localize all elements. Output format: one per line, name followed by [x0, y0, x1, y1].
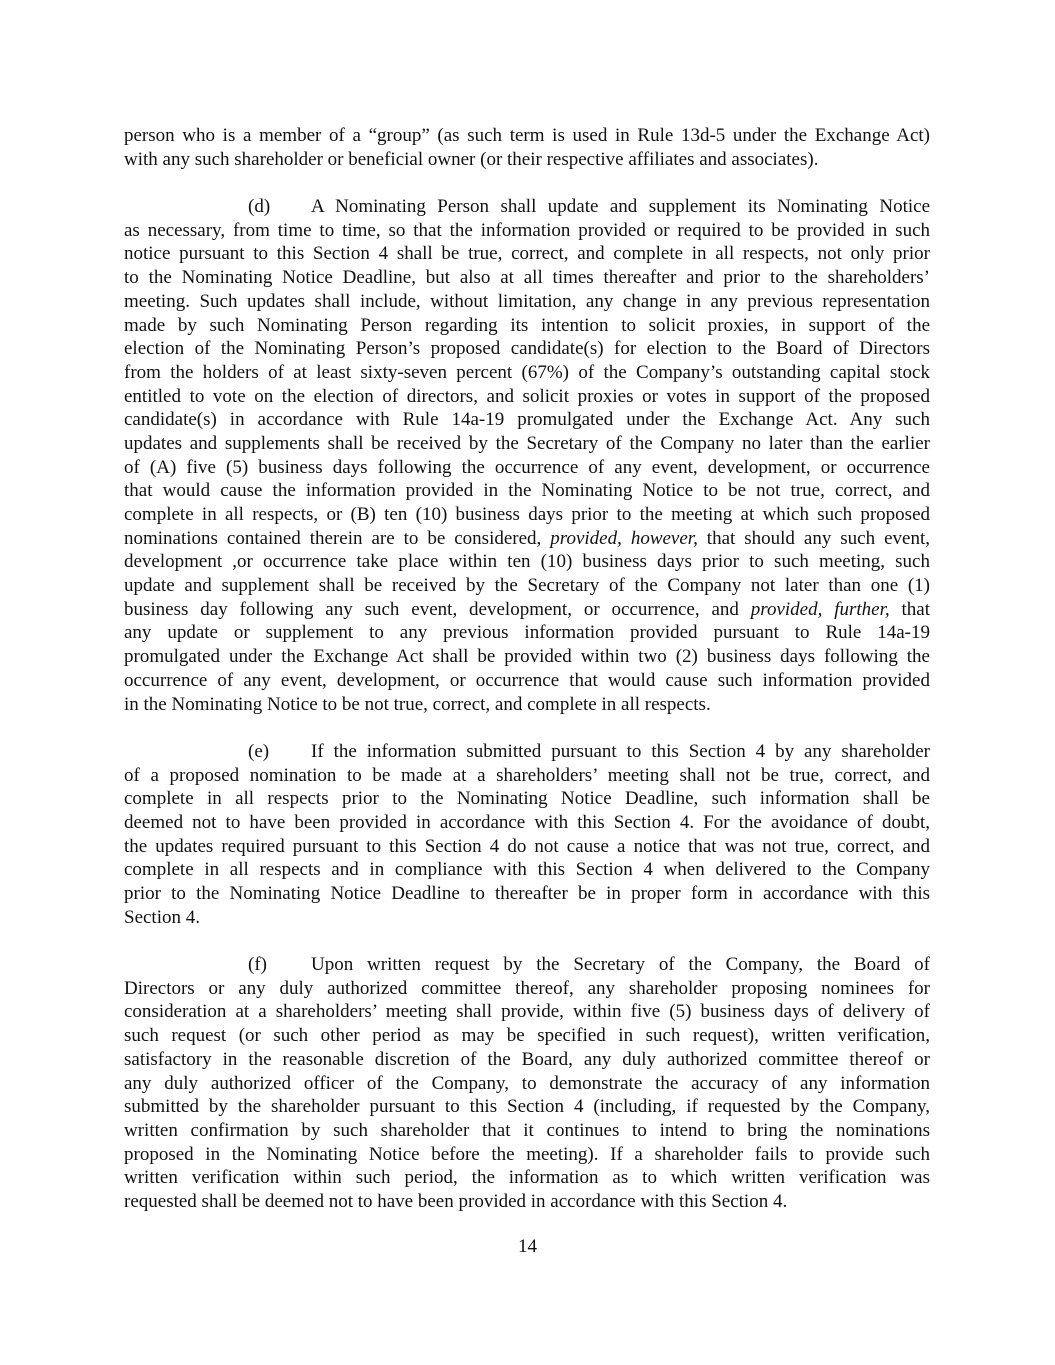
- line-text: as necessary, from time to time, so that the information provided or required to be provided in such: [124, 219, 930, 241]
- text-line: [124, 882, 930, 906]
- text-line: [124, 598, 930, 622]
- text-line: [124, 977, 930, 1001]
- text-line: [124, 787, 930, 811]
- line-text: complete in all respects and in compliance with this Section 4 when delivered to the Company: [124, 859, 930, 881]
- line-text: that: [889, 598, 930, 620]
- text-line: [124, 811, 930, 835]
- line-text: in the Nominating Notice to be not true, correct, and complete in all respects.: [124, 693, 711, 715]
- line-text: promulgated under the Exchange Act shall be provided within two (2) business days following the: [124, 646, 930, 668]
- text-line: [124, 1072, 930, 1096]
- text-line: [124, 550, 930, 574]
- line-text: of (A) five (5) business days following the occurrence of any event, development, or occurrence: [124, 456, 930, 478]
- line-text: any duly authorized officer of the Company, to demonstrate the accuracy of any information: [124, 1072, 930, 1094]
- italic-text: provided, however,: [550, 527, 698, 549]
- line-text: that should any such event,: [697, 527, 930, 549]
- line-text: from the holders of at least sixty-seven percent (67%) of the Company’s outstanding capital stock: [124, 361, 930, 383]
- paragraph-label: (d): [248, 196, 271, 218]
- paragraph-label: (e): [248, 740, 270, 762]
- line-text: occurrence of any event, development, or occurrence that would cause such information provided: [124, 669, 930, 691]
- text-line: [124, 148, 930, 172]
- text-line: [124, 527, 930, 551]
- italic-text: provided, further,: [750, 598, 890, 620]
- line-text: prior to the Nominating Notice Deadline to thereafter be in proper form in accordance with this: [124, 883, 930, 904]
- text-line: [124, 574, 930, 598]
- paragraph-e: [124, 740, 930, 930]
- text-line: [124, 337, 930, 361]
- line-text: notice pursuant to this Section 4 shall be true, correct, and complete in all respects, not only prior: [124, 243, 930, 265]
- text-line: [124, 1024, 930, 1048]
- line-text: Directors or any duly authorized committee thereof, any shareholder proposing nominees for: [124, 977, 930, 999]
- line-text: written confirmation by such shareholder that it continues to intend to bring the nominations: [124, 1119, 930, 1141]
- text-line: [124, 385, 930, 409]
- text-line: [124, 266, 930, 290]
- line-text: business day following any such event, development, or occurrence, and: [124, 598, 751, 620]
- paragraph-d: [124, 195, 930, 716]
- line-text: complete in all respects, or (B) ten (10) business days prior to the meeting at which such proposed: [124, 504, 930, 525]
- line-text: any update or supplement to any previous information provided pursuant to Rule 14a-19: [124, 622, 930, 644]
- line-text: Upon written request by the Secretary of the Company, the Board of: [311, 954, 930, 976]
- text-line: [124, 1143, 930, 1167]
- text-line: [124, 1095, 930, 1119]
- line-text: consideration at a shareholders’ meeting shall provide, within five (5) business days of delivery of: [124, 1001, 930, 1023]
- text-line: [124, 858, 930, 882]
- text-line: [124, 1000, 930, 1024]
- paragraph-continued: [124, 124, 930, 171]
- document-page: [124, 124, 930, 1237]
- line-text: with any such shareholder or beneficial owner (or their respective affiliates and associates).: [124, 148, 819, 170]
- text-line: [124, 290, 930, 314]
- line-text: complete in all respects prior to the Nominating Notice Deadline, such information shall be: [124, 788, 930, 810]
- line-text: that would cause the information provided in the Nominating Notice to be not true, correct, and: [124, 480, 930, 502]
- text-line: [124, 361, 930, 385]
- line-text: updates and supplements shall be received by the Secretary of the Company no later than the earlier: [124, 432, 930, 454]
- text-line: [124, 314, 930, 338]
- line-text: Section 4.: [124, 906, 200, 928]
- line-text: update and supplement shall be received by the Secretary of the Company not later than one (1): [124, 575, 930, 597]
- line-text: proposed in the Nominating Notice before the meeting). If a shareholder fails to provide such: [124, 1143, 930, 1165]
- text-line: [124, 764, 930, 788]
- text-line: [124, 124, 930, 148]
- text-line: [124, 1119, 930, 1143]
- line-text: If the information submitted pursuant to this Section 4 by any shareholder: [311, 740, 930, 762]
- line-text: deemed not to have been provided in accordance with this Section 4. For the avoidance of doubt,: [124, 811, 930, 833]
- text-line: [124, 693, 930, 717]
- text-line: [124, 503, 930, 527]
- text-line: [124, 906, 930, 930]
- line-text: meeting. Such updates shall include, without limitation, any change in any previous representation: [124, 290, 930, 312]
- text-line: [124, 1190, 930, 1214]
- text-line: [124, 740, 930, 764]
- text-line: [124, 645, 930, 669]
- line-text: development ,or occurrence take place within ten (10) business days prior to such meeting, such: [124, 551, 930, 573]
- line-text: such request (or such other period as may be specified in such request), written verification,: [124, 1025, 930, 1047]
- text-line: [124, 408, 930, 432]
- line-text: person who is a member of a “group” (as such term is used in Rule 13d-5 under the Exchange Act): [124, 125, 930, 146]
- text-line: [124, 1166, 930, 1190]
- line-text: written verification within such period, the information as to which written verification was: [124, 1167, 930, 1189]
- line-text: election of the Nominating Person’s proposed candidate(s) for election to the Board of Directors: [124, 338, 930, 360]
- text-line: [124, 669, 930, 693]
- text-line: [124, 432, 930, 456]
- text-line: [124, 219, 930, 243]
- line-text: the updates required pursuant to this Section 4 do not cause a notice that was not true, correct, and: [124, 835, 930, 857]
- text-line: [124, 479, 930, 503]
- line-text: made by such Nominating Person regarding its intention to solicit proxies, in support of the: [124, 314, 930, 336]
- line-text: submitted by the shareholder pursuant to this Section 4 (including, if requested by the Company,: [124, 1096, 930, 1118]
- line-text: of a proposed nomination to be made at a shareholders’ meeting shall not be true, correct, and: [124, 764, 930, 786]
- paragraph-f: [124, 953, 930, 1214]
- paragraph-label: (f): [248, 954, 267, 976]
- line-text: nominations contained therein are to be considered,: [124, 527, 551, 549]
- text-line: [124, 1048, 930, 1072]
- line-text: to the Nominating Notice Deadline, but also at all times thereafter and prior to the shareholders’: [124, 267, 930, 289]
- page-number: 14: [518, 1236, 537, 1257]
- text-line: [124, 242, 930, 266]
- line-text: candidate(s) in accordance with Rule 14a-19 promulgated under the Exchange Act. Any such: [124, 409, 930, 431]
- text-line: [124, 835, 930, 859]
- line-text: entitled to vote on the election of directors, and solicit proxies or votes in support of the proposed: [124, 385, 930, 407]
- text-line: [124, 456, 930, 480]
- line-text: A Nominating Person shall update and supplement its Nominating Notice: [311, 196, 930, 218]
- text-line: [124, 953, 930, 977]
- line-text: requested shall be deemed not to have been provided in accordance with this Section 4.: [124, 1190, 788, 1212]
- line-text: satisfactory in the reasonable discretion of the Board, any duly authorized committee thereof or: [124, 1048, 930, 1070]
- text-line: [124, 195, 930, 219]
- text-line: [124, 621, 930, 645]
